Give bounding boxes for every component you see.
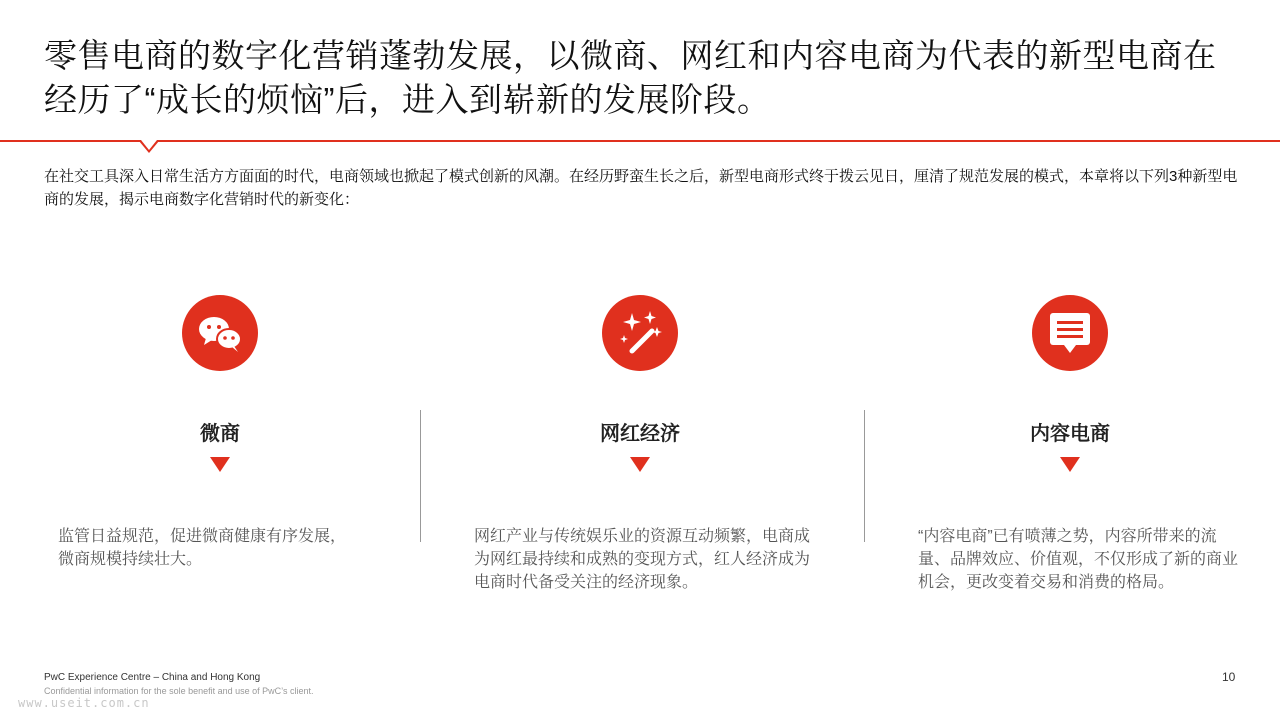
column-title: 内容电商 <box>1030 423 1110 445</box>
footer-org: PwC Experience Centre – China and Hong Kong <box>44 672 261 683</box>
column-content-commerce <box>850 295 1280 472</box>
message-icon <box>1032 295 1108 371</box>
down-arrow-icon <box>630 457 650 472</box>
page-number: 10 <box>1222 670 1236 684</box>
watermark: www.useit.com.cn <box>18 696 150 710</box>
column-description: 监管日益规范，促进微商健康有序发展，微商规模持续壮大。 <box>58 528 347 568</box>
magic-wand-icon <box>602 295 678 371</box>
column-divider <box>420 410 421 542</box>
intro-paragraph: 在社交工具深入日常生活方方面面的时代，电商领域也掀起了模式创新的风潮。在经历野蛮生长之后，新型电商形式终于拨云见日，厘清了规范发展的模式，本章将以下列3种新型电商的发展，揭示电商数字化营销时代的新变化： <box>44 168 1238 208</box>
column-influencer <box>420 295 860 472</box>
column-title: 微商 <box>200 423 240 445</box>
column-description: “内容电商”已有喷薄之势，内容所带来的流量、品牌效应、价值观，不仅形成了新的商业机会，更改变着交易和消费的格局。 <box>918 528 1239 591</box>
column-description: 网红产业与传统娱乐业的资源互动频繁，电商成为网红最持续和成熟的变现方式，红人经济成为电商时代备受关注的经济现象。 <box>474 528 811 591</box>
divider-notch-inner <box>141 140 157 150</box>
column-wechat <box>0 295 440 472</box>
wechat-icon <box>182 295 258 371</box>
down-arrow-icon <box>1060 457 1080 472</box>
down-arrow-icon <box>210 457 230 472</box>
column-title: 网红经济 <box>600 423 680 445</box>
header-divider <box>0 140 1280 142</box>
page-title: 零售电商的数字化营销蓬勃发展，以微商、网红和内容电商为代表的新型电商在经历了“成长的烦恼”后，进入到崭新的发展阶段。 <box>44 37 1217 118</box>
footer-confidential: Confidential information for the sole benefit and use of PwC’s client. <box>44 686 314 696</box>
column-divider <box>864 410 865 542</box>
